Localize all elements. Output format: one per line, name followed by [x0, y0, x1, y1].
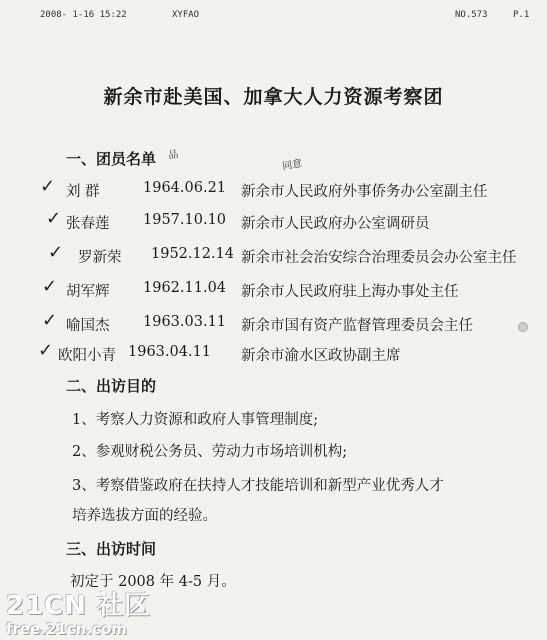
handwritten-note: 同意 — [281, 158, 304, 173]
member-position: 新余市人民政府外事侨务办公室副主任 — [241, 184, 488, 200]
member-birth: 1957.10.10 — [143, 212, 227, 228]
member-position: 新余市人民政府驻上海办事处主任 — [241, 284, 459, 300]
purpose-item: 2、参观财税公务员、劳动力市场培训机构; — [72, 444, 348, 460]
member-row — [0, 340, 547, 366]
purpose-item: 1、考察人力资源和政府人事管理制度; — [72, 412, 319, 428]
member-birth: 1952.12.14 — [151, 246, 235, 262]
watermark-url: free.21cn.com — [6, 620, 127, 638]
member-birth: 1964.06.21 — [143, 180, 227, 196]
check-mark-icon: ✓ — [46, 208, 62, 229]
member-row — [0, 276, 547, 302]
member-position: 新余市社会治安综合治理委员会办公室主任 — [241, 250, 517, 266]
fax-datetime: 2008- 1-16 15:22 — [40, 10, 127, 20]
member-position: 新余市国有资产监督管理委员会主任 — [241, 318, 473, 334]
members-heading: 一、团员名单 — [66, 150, 157, 168]
check-mark-icon: ✓ — [48, 242, 64, 263]
member-position: 新余市人民政府办公室调研员 — [241, 216, 430, 232]
check-mark-icon: ✓ — [40, 176, 56, 197]
watermark-brand: 21CN 社区 — [6, 591, 152, 621]
member-name: 张春莲 — [66, 216, 110, 232]
member-name: 欧阳小青 — [58, 348, 116, 364]
fax-number: NO.573 — [455, 10, 488, 20]
visit-time: 初定于 2008 年 4-5 月。 — [70, 574, 236, 590]
fax-page: P.1 — [513, 10, 530, 20]
member-name: 喻国杰 — [66, 318, 110, 334]
member-birth: 1963.04.11 — [128, 344, 212, 360]
member-name: 胡军辉 — [66, 284, 110, 300]
check-mark-icon: ✓ — [38, 340, 54, 361]
check-mark-icon: ✓ — [42, 310, 58, 331]
check-mark-icon: ✓ — [42, 276, 58, 297]
member-position: 新余市渝水区政协副主席 — [241, 348, 401, 364]
member-name: 刘 群 — [66, 184, 100, 200]
purpose-item: 培养选拔方面的经验。 — [72, 508, 217, 524]
purpose-heading: 二、出访目的 — [66, 377, 157, 395]
member-row — [0, 310, 547, 336]
watermark — [6, 585, 151, 638]
member-row — [0, 176, 547, 202]
member-name: 罗新荣 — [78, 250, 122, 266]
fax-header — [0, 10, 547, 24]
punch-hole — [518, 322, 528, 332]
member-row — [0, 208, 547, 234]
member-birth: 1963.03.11 — [143, 314, 227, 330]
purpose-item: 3、考察借鉴政府在扶持人才技能培训和新型产业优秀人才 — [72, 478, 444, 494]
member-row — [0, 242, 547, 268]
time-heading: 三、出访时间 — [66, 540, 157, 558]
member-birth: 1962.11.04 — [143, 280, 227, 296]
document-title: 新余市赴美国、加拿大人力资源考察团 — [103, 86, 444, 108]
handwritten-note: 品 — [167, 149, 180, 162]
fax-sender: XYFAO — [172, 10, 200, 20]
